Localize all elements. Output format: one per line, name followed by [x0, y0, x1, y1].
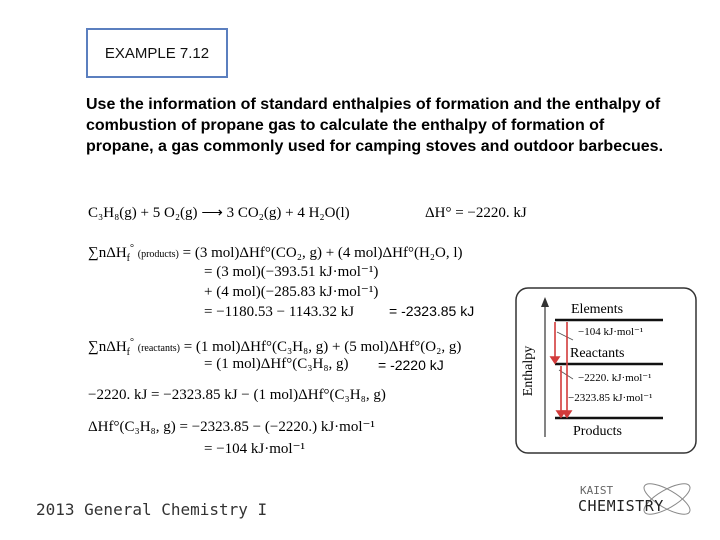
reactants-result: = -2220 kJ	[378, 357, 444, 373]
example-badge	[86, 28, 228, 78]
products-label: (products)	[137, 249, 179, 260]
problem-statement: Use the information of standard enthalpies of formation and the enthalpy of combustion of propane gas to calculate the enthalpy of formation of propane, a gas commonly used for camping stoves and outdoor barbecues.	[86, 96, 664, 155]
value-2323: −2323.85 kJ·mol⁻¹	[568, 392, 653, 404]
logo-chemistry-text: CHEMISTRY	[578, 497, 664, 515]
products-line-1: = (3 mol)ΔHf°(CO₂, g) + (4 mol)ΔHf°(H₂O, l)	[178, 245, 463, 261]
enthalpy-axis-label: Enthalpy	[521, 345, 536, 397]
products-result: = -2323.85 kJ	[389, 303, 475, 319]
reactants-sum-deg: °	[130, 337, 135, 348]
reactants-sum-symbol: ∑nΔH	[88, 339, 127, 355]
value-2220: −2220. kJ·mol⁻¹	[578, 372, 652, 384]
elements-label: Elements	[571, 302, 624, 317]
logo-kaist-text: KAIST	[580, 484, 614, 497]
reactants-sum-sub: f	[126, 347, 131, 358]
products-line-4: = −1180.53 − 1143.32 kJ	[204, 304, 355, 320]
reaction-equation	[88, 204, 350, 222]
solve-line-2: ΔHf°(C₃H₈, g) = −2323.85 − (−2220.) kJ·mol⁻¹	[88, 419, 375, 435]
reactants-label: (reactants)	[137, 343, 180, 354]
reactants-line-1: = (1 mol)ΔHf°(C₃H₈, g) + (5 mol)ΔHf°(O₂, g)	[179, 339, 462, 355]
reaction-left: C₃H₈(g) + 5 O₂(g)	[88, 205, 198, 221]
enthalpy-diagram	[515, 287, 697, 454]
reactants-line-2: = (1 mol)ΔHf°(C₃H₈, g)	[204, 356, 349, 372]
reaction-enthalpy: ΔH° = −2220. kJ	[425, 205, 527, 221]
products-sum-sub: f	[126, 253, 131, 264]
products-sum-symbol: ∑nΔH	[88, 245, 127, 261]
products-sum-deg: °	[130, 243, 135, 254]
reaction-arrow: ⟶	[201, 205, 223, 221]
reactants-level-label: Reactants	[570, 346, 625, 361]
solve-line-1: −2220. kJ = −2323.85 kJ − (1 mol)ΔHf°(C₃H₈, g)	[88, 387, 386, 403]
solve-line-3: = −104 kJ·mol⁻¹	[204, 441, 306, 457]
products-line-2: = (3 mol)(−393.51 kJ·mol⁻¹)	[204, 264, 379, 280]
products-line-3: + (4 mol)(−285.83 kJ·mol⁻¹)	[204, 284, 379, 300]
products-level-label: Products	[573, 424, 622, 439]
example-title: EXAMPLE 7.12	[104, 44, 210, 62]
kaist-chemistry-logo	[572, 472, 698, 526]
footer-course-title: 2013 General Chemistry I	[36, 500, 268, 519]
reaction-right: 3 CO₂(g) + 4 H₂O(l)	[226, 205, 350, 221]
value-104: −104 kJ·mol⁻¹	[578, 326, 644, 338]
